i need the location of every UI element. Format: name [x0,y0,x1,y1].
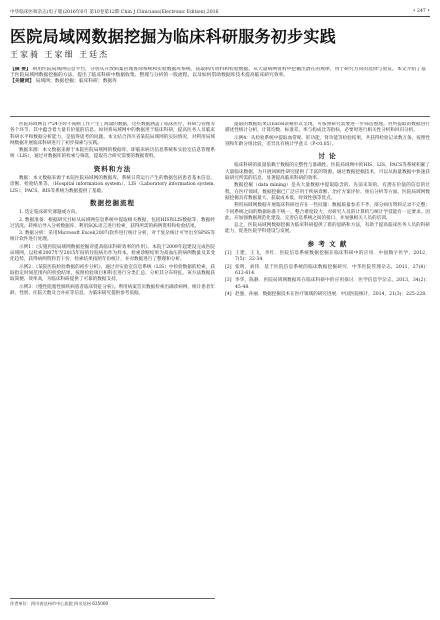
reference-item: [4] 赵强，孙丽．数据挖掘技术在医疗领域的研究进展．中国医院统计，2014，21(3)：225-228． [225,291,430,297]
section-heading-discussion: 讨 论 [318,152,337,161]
left-column [10,122,215,607]
flow-paragraph: 2. 数据准备：根据研究目标从局域网信息系统中提取相关数据，包括HIS和LIS数据等，数据经过清洗、转换后导入分析数据库，利用SQL语言进行检索，获得所需的病例资料和检验结果。 [10,217,215,229]
journal-citation: 中华临床医师杂志(电子版)2016年6月 第10卷第12期 Chin J Clinicians(Electronic Edition),2016 [10,9,219,15]
section-heading-flow: 数据挖掘流程 [90,198,135,207]
reference-item: [3] 李华，陈静．医院局域网数据库在临床科研中的应用探讨．医学信息学杂志，2013，34(2)：45-48． [225,278,430,290]
flow-paragraph: 示例1：《实施医院局域网数据挖掘对提高临床科研效率的作用》。本院于2009年起建设完成医院局域网，以检索2007年至2015年间的住院病历作为样本，检索诊断结果为高血压的病例数量及其变化趋势，获得病例资料若干份，检索结果按照年份统计，并对数据进行了整理和分析。 [10,244,215,263]
keywords-paragraph [10,79,430,85]
intro-paragraph: 医院局域网自7*24小时不间断工作产生了海量的数据，这些数据涵盖了临床医疗、科研与管理等各个环节，其中蕴含着大量有价值的信息。如何将局域网中的数据用于临床科研，提高医务人员临床科研水平和数据分析能力，是值得思考的问题。本文结合四川省某院局域网的实际情况，对利用局域网数据开展临床科研进行了初步探索与实践。 [10,122,215,146]
keywords-text: 局域网；数据挖掘；临床科研；数据库 [35,79,118,85]
abstract-block [10,67,430,113]
author-list: 王家骑 王家细 王廷杰 [10,50,110,59]
flow-paragraph: 示例3：《慢性阻塞性肺疾病患者临床特征分析》。利用病案首页数据检索出确诊病例，统计患者年龄、性别、住院天数及合并症等信息，为临床研究提供参考依据。 [10,284,215,296]
page-number: • 247 • [412,9,430,14]
flow-paragraph: 1. 选定临床研究课题或方向。 [19,210,80,216]
flow-paragraph: 示例2：《某院医院检验数据的初步分析》。通过对实验室信息系统（LIS）中检验数据的检索，获取指定时间范围内的检验结果，按照检验项目和科室进行分类汇总，分析其分布特征。该方法数据获取简便、效率高，为临床科研提供了可靠的数据支持。 [10,264,215,283]
author-affiliation: 作者单位：四川省达州市中心医院 四川达州 635000 [10,598,215,607]
materials-paragraph: 数据：本文数据来源于本院医院局域网的数据库，系统日常运行产生的数据包括患者基本信息、诊断、检验结果等。（Hospital information system）、LIS（Laboratory information system, LIS）、PACS、RIS等系统为数据提供了基础。 [10,176,215,194]
section-heading-references: 参 考 文 献 [307,239,348,248]
keywords-label: 【关键词】 [10,79,34,85]
discussion-paragraph: 临床科研的质量依赖于数据的完整性与准确性。医院局域网中的HIS、LIS、PACS等系统积累了大量临床数据，为开展回顾性研究提供了丰富的资源。通过数据挖掘技术，可以从海量数据中快速获取研究所需的信息，显著提高临床科研的效率。 [225,163,430,182]
discussion-paragraph: 利用局域网数据开展临床科研也存在一些问题：数据质量参差不齐，部分病历资料记录不完整；不同系统之间的数据标准不统一，整合难度较大；对研究人员的计算机与统计学技能有一定要求。因此，应加强数据规范化建设，完善信息系统之间的接口，并加强相关人员的培训。 [225,203,430,221]
abstract-label: 【摘 要】 [10,67,31,72]
results-paragraph: 示例4：从检验系统中提取血常规、肝功能、肾功能等检验结果，共获得检验记录数万条，按照性别和年龄分组比较，差异具有统计学意义（P<0.05）。 [225,135,430,147]
reference-item: [1] 王建，王飞，李红．医院信息系统数据挖掘在临床科研中的应用．中国数字医学，2012，7(5)：32-34． [225,251,430,263]
discussion-paragraph: 总之，医院局域网数据挖掘为临床科研提供了新的思路和方法，有助于提高临床医务人员的科研能力，促进医院学科建设与发展。 [225,223,430,235]
right-column [225,122,430,607]
reference-list [225,251,430,298]
abstract-text: 利用医院局域网信息平台，分别从开放病案管理查询系统和实验数据库系统，获取病历资料和检验数据。从大量病例资料中挖掘出潜在的规律，用于研究方向的选择与验证。本文介绍了基于医院局域网数据挖掘的方法，提出了临床科研中数据收集、整理与分析的一般流程，以及如何借助数据库技术提高临床研究效率。 [10,67,426,79]
flow-paragraph: 3. 数据分析：采用Microsoft Excel(2007)软件进行统计分析，对于复杂统计可导出至SPSS等统计软件进行处理。 [10,231,215,243]
abstract-paragraph [10,67,430,79]
header-divider [10,16,430,17]
article-title: 医院局域网数据挖掘为临床科研服务初步实践 [10,27,337,46]
intro-paragraph: 数据来源：本文数据来源于本院医院局域网的数据库，即临床病历信息系统和实验室信息管理系统（LIS），通过对数据库的检索与筛选，提取符合研究需要的数据资料。 [10,148,215,160]
reference-item: [2] 张明，刘伟．基于医院信息系统的临床数据挖掘研究．中华医院管理杂志，2011，27(8)：612-614． [225,264,430,276]
results-paragraph: 提取的数据结果以Excel表格形式呈现，可按照研究需要进一步筛选整理。对所提取的数据进行描述性统计分析，计算均数、标准差、率与构成比等指标，必要时进行相关性分析和回归分析。 [225,122,430,134]
abstract-divider [10,116,430,117]
section-heading-materials: 资料和方法 [93,164,132,173]
discussion-paragraph: 数据挖掘（data mining）是从大量数据中提取隐含的、先前未知的、有潜在价值的信息的过程。在医疗领域，数据挖掘已广泛应用于疾病诊断、治疗方案评价、预后分析等方面。医院局域网数据挖掘具有数据量大、获取成本低、时效性强等优点。 [225,183,430,201]
